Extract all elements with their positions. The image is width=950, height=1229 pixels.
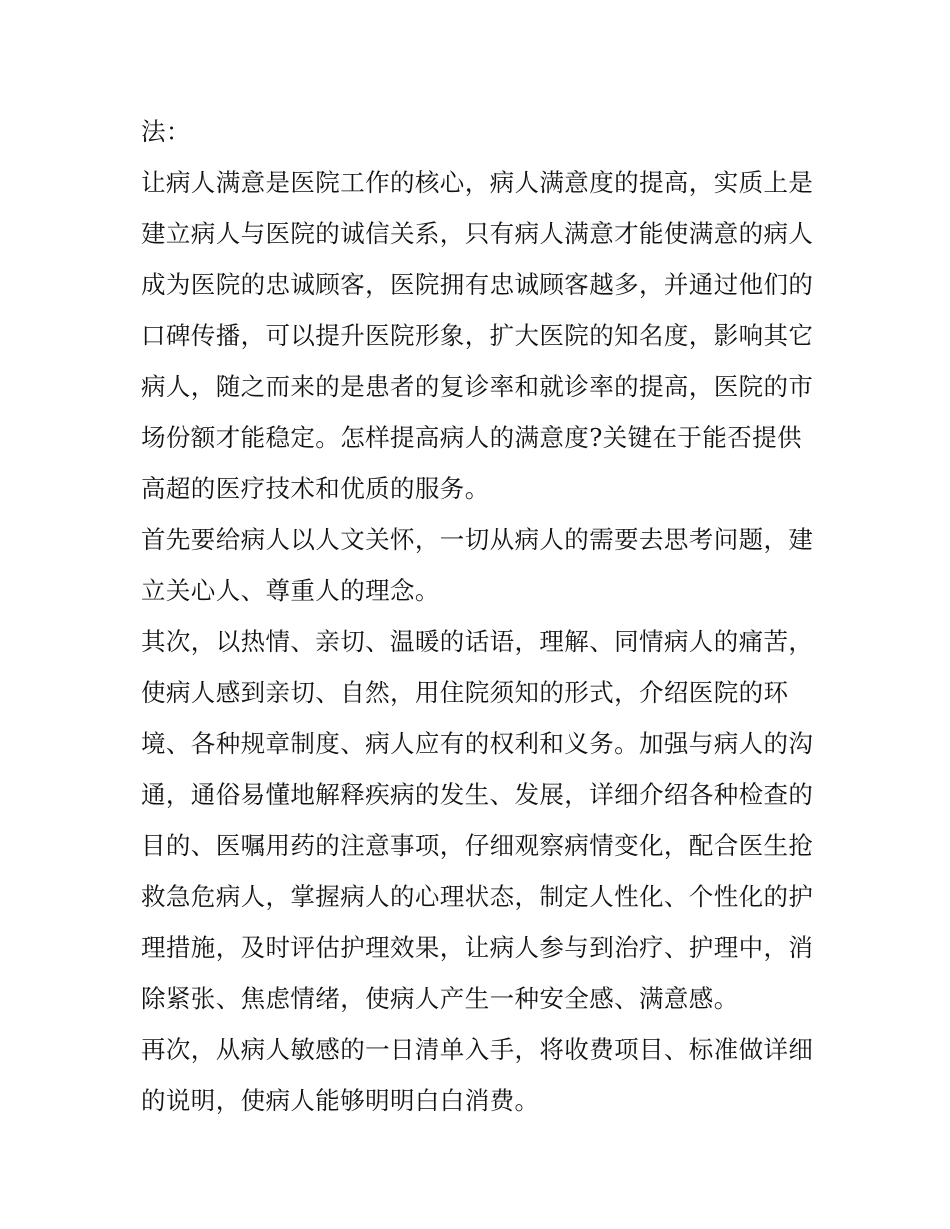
text-line: 建立病人与医院的诚信关系，只有病人满意才能使满意的病人	[141, 219, 814, 248]
text-line: 口碑传播，可以提升医院形象，扩大医院的知名度，影响其它	[141, 321, 814, 350]
text-line: 除紧张、焦虑情绪，使病人产生一种安全感、满意感。	[141, 984, 739, 1013]
document-body	[141, 106, 813, 1126]
text-line: 首先要给病人以人文关怀，一切从病人的需要去思考问题，建	[141, 525, 814, 554]
text-line: 场份额才能稳定。怎样提高病人的满意度?关键在于能否提供	[141, 423, 802, 452]
text-line: 成为医院的忠诚顾客，医院拥有忠诚顾客越多，并通过他们的	[141, 270, 814, 299]
text-line: 通，通俗易懂地解释疾病的发生、发展，详细介绍各种检查的	[141, 780, 814, 809]
text-line: 病人，随之而来的是患者的复诊率和就诊率的提高，医院的市	[141, 372, 814, 401]
text-line: 的说明，使病人能够明明白白消费。	[141, 1086, 540, 1115]
text-line: 让病人满意是医院工作的核心，病人满意度的提高，实质上是	[141, 168, 814, 197]
text-line: 救急危病人，掌握病人的心理状态，制定人性化、个性化的护	[141, 882, 814, 911]
text-line: 法：	[141, 117, 191, 146]
text-line: 再次，从病人敏感的一日清单入手，将收费项目、标准做详细	[141, 1035, 814, 1064]
text-line: 境、各种规章制度、病人应有的权利和义务。加强与病人的沟	[141, 729, 814, 758]
text-line: 使病人感到亲切、自然，用住院须知的形式，介绍医院的环	[141, 678, 789, 707]
text-line: 立关心人、尊重人的理念。	[141, 576, 440, 605]
text-line: 高超的医疗技术和优质的服务。	[141, 474, 490, 503]
text-line: 其次，以热情、亲切、温暖的话语，理解、同情病人的痛苦，	[141, 627, 814, 656]
text-line: 理措施，及时评估护理效果，让病人参与到治疗、护理中，消	[141, 933, 814, 962]
text-line: 目的、医嘱用药的注意事项，仔细观察病情变化，配合医生抢	[141, 831, 814, 860]
